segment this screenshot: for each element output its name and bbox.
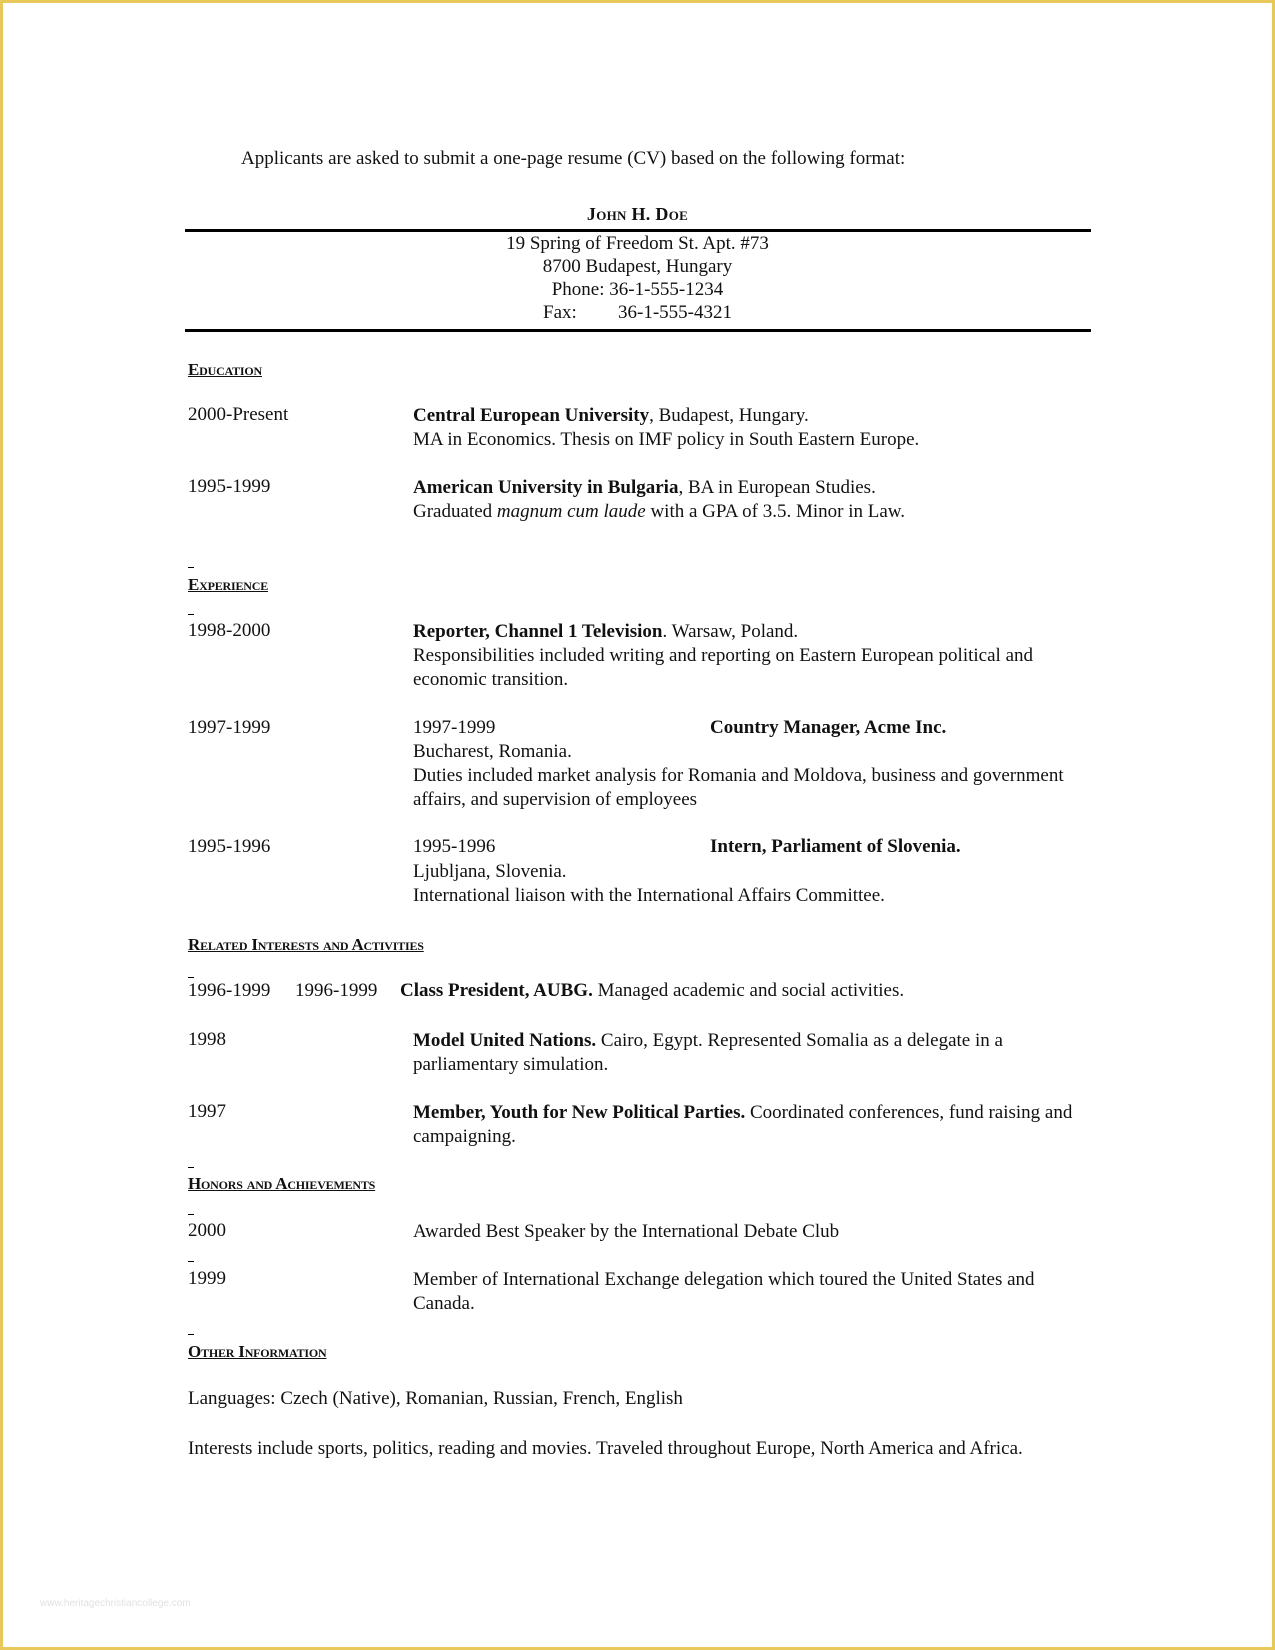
tick-mark <box>188 614 194 615</box>
address-line1: 19 Spring of Freedom St. Apt. #73 <box>506 233 769 254</box>
honors-heading: Honors and Achievements <box>188 1174 376 1193</box>
phone: Phone: 36-1-555-1234 <box>551 279 724 300</box>
intro-text: Applicants are asked to submit a one-page resume (CV) based on the following format: <box>241 148 906 169</box>
interest-entry: Member, Youth for New Political Parties. Coordinated conferences, fund raising and campaigning. <box>413 1102 1073 1147</box>
job-title: Reporter, Channel 1 Television <box>413 621 663 642</box>
honor-entry: Member of International Exchange delegation which toured the United States and Canada. <box>413 1269 1035 1314</box>
interest-date: 1997 <box>188 1101 226 1122</box>
fax-value: 36-1-555-4321 <box>618 302 732 323</box>
honor-entry: Awarded Best Speaker by the International Debate Club <box>413 1221 840 1242</box>
experience-date: 1998-2000 <box>188 620 271 641</box>
institution: American University in Bulgaria <box>413 477 679 498</box>
interest-entry: Model United Nations. Cairo, Egypt. Represented Somalia as a delegate in a parliamentary simulation. <box>413 1030 1003 1075</box>
education-date: 1995-1999 <box>188 476 271 497</box>
interest-date: 1996-1999 <box>188 980 271 1001</box>
job-title: Intern, Parliament of Slovenia. <box>710 836 961 857</box>
education-date: 2000-Present <box>188 404 289 425</box>
interest-date-secondary: 1996-1999 <box>295 980 378 1001</box>
experience-date: 1997-1999 <box>188 717 271 738</box>
applicant-name: John H. Doe <box>586 204 689 224</box>
job-location: Bucharest, Romania. <box>413 741 572 762</box>
tick-mark <box>188 1214 194 1215</box>
tick-mark <box>188 567 194 568</box>
honor-date: 1999 <box>188 1268 226 1289</box>
tick-mark <box>188 1334 194 1335</box>
education-entry: Central European University, Budapest, Hungary. MA in Economics. Thesis on IMF policy in South Eastern Europe. <box>413 405 920 450</box>
degree: MA in Economics. Thesis on IMF policy in South Eastern Europe. <box>413 429 920 450</box>
interest-entry: Class President, AUBG. Managed academic and social activities. <box>400 980 905 1001</box>
experience-heading: Experience <box>188 575 269 594</box>
job-location: Ljubljana, Slovenia. <box>413 861 567 882</box>
top-rule <box>185 229 1091 232</box>
experience-date-secondary: 1997-1999 <box>413 717 496 738</box>
address-line2: 8700 Budapest, Hungary <box>542 256 733 277</box>
experience-entry: Ljubljana, Slovenia. International liaison with the International Affairs Committee. <box>413 861 885 906</box>
languages: Languages: Czech (Native), Romanian, Russian, French, English <box>188 1388 683 1409</box>
fax-label: Fax: <box>543 302 577 323</box>
experience-date-secondary: 1995-1996 <box>413 836 496 857</box>
tick-mark <box>188 977 194 978</box>
education-heading: Education <box>188 360 262 379</box>
interest-date: 1998 <box>188 1029 226 1050</box>
job-title: Country Manager, Acme Inc. <box>710 717 947 738</box>
institution: Central European University <box>413 405 650 426</box>
experience-entry: Reporter, Channel 1 Television. Warsaw, Poland. Responsibilities included writing and reporting on Eastern European political and economic transition. <box>413 621 1033 690</box>
personal-interests: Interests include sports, politics, reading and movies. Traveled throughout Europe, North America and Africa. <box>188 1438 1023 1459</box>
watermark: www.heritagechristiancollege.com <box>40 1598 191 1609</box>
bottom-rule <box>185 329 1091 332</box>
experience-entry: Bucharest, Romania. Duties included market analysis for Romania and Moldova, business and government affairs, and supervision of employees <box>413 741 1064 810</box>
honor-date: 2000 <box>188 1220 226 1241</box>
education-entry: American University in Bulgaria, BA in European Studies. Graduated magnum cum laude with a GPA of 3.5. Minor in Law. <box>413 477 906 522</box>
experience-date: 1995-1996 <box>188 836 271 857</box>
other-heading: Other Information <box>188 1342 327 1361</box>
tick-mark <box>188 1167 194 1168</box>
interests-heading: Related Interests and Activities <box>188 935 424 954</box>
tick-mark <box>188 1261 194 1262</box>
